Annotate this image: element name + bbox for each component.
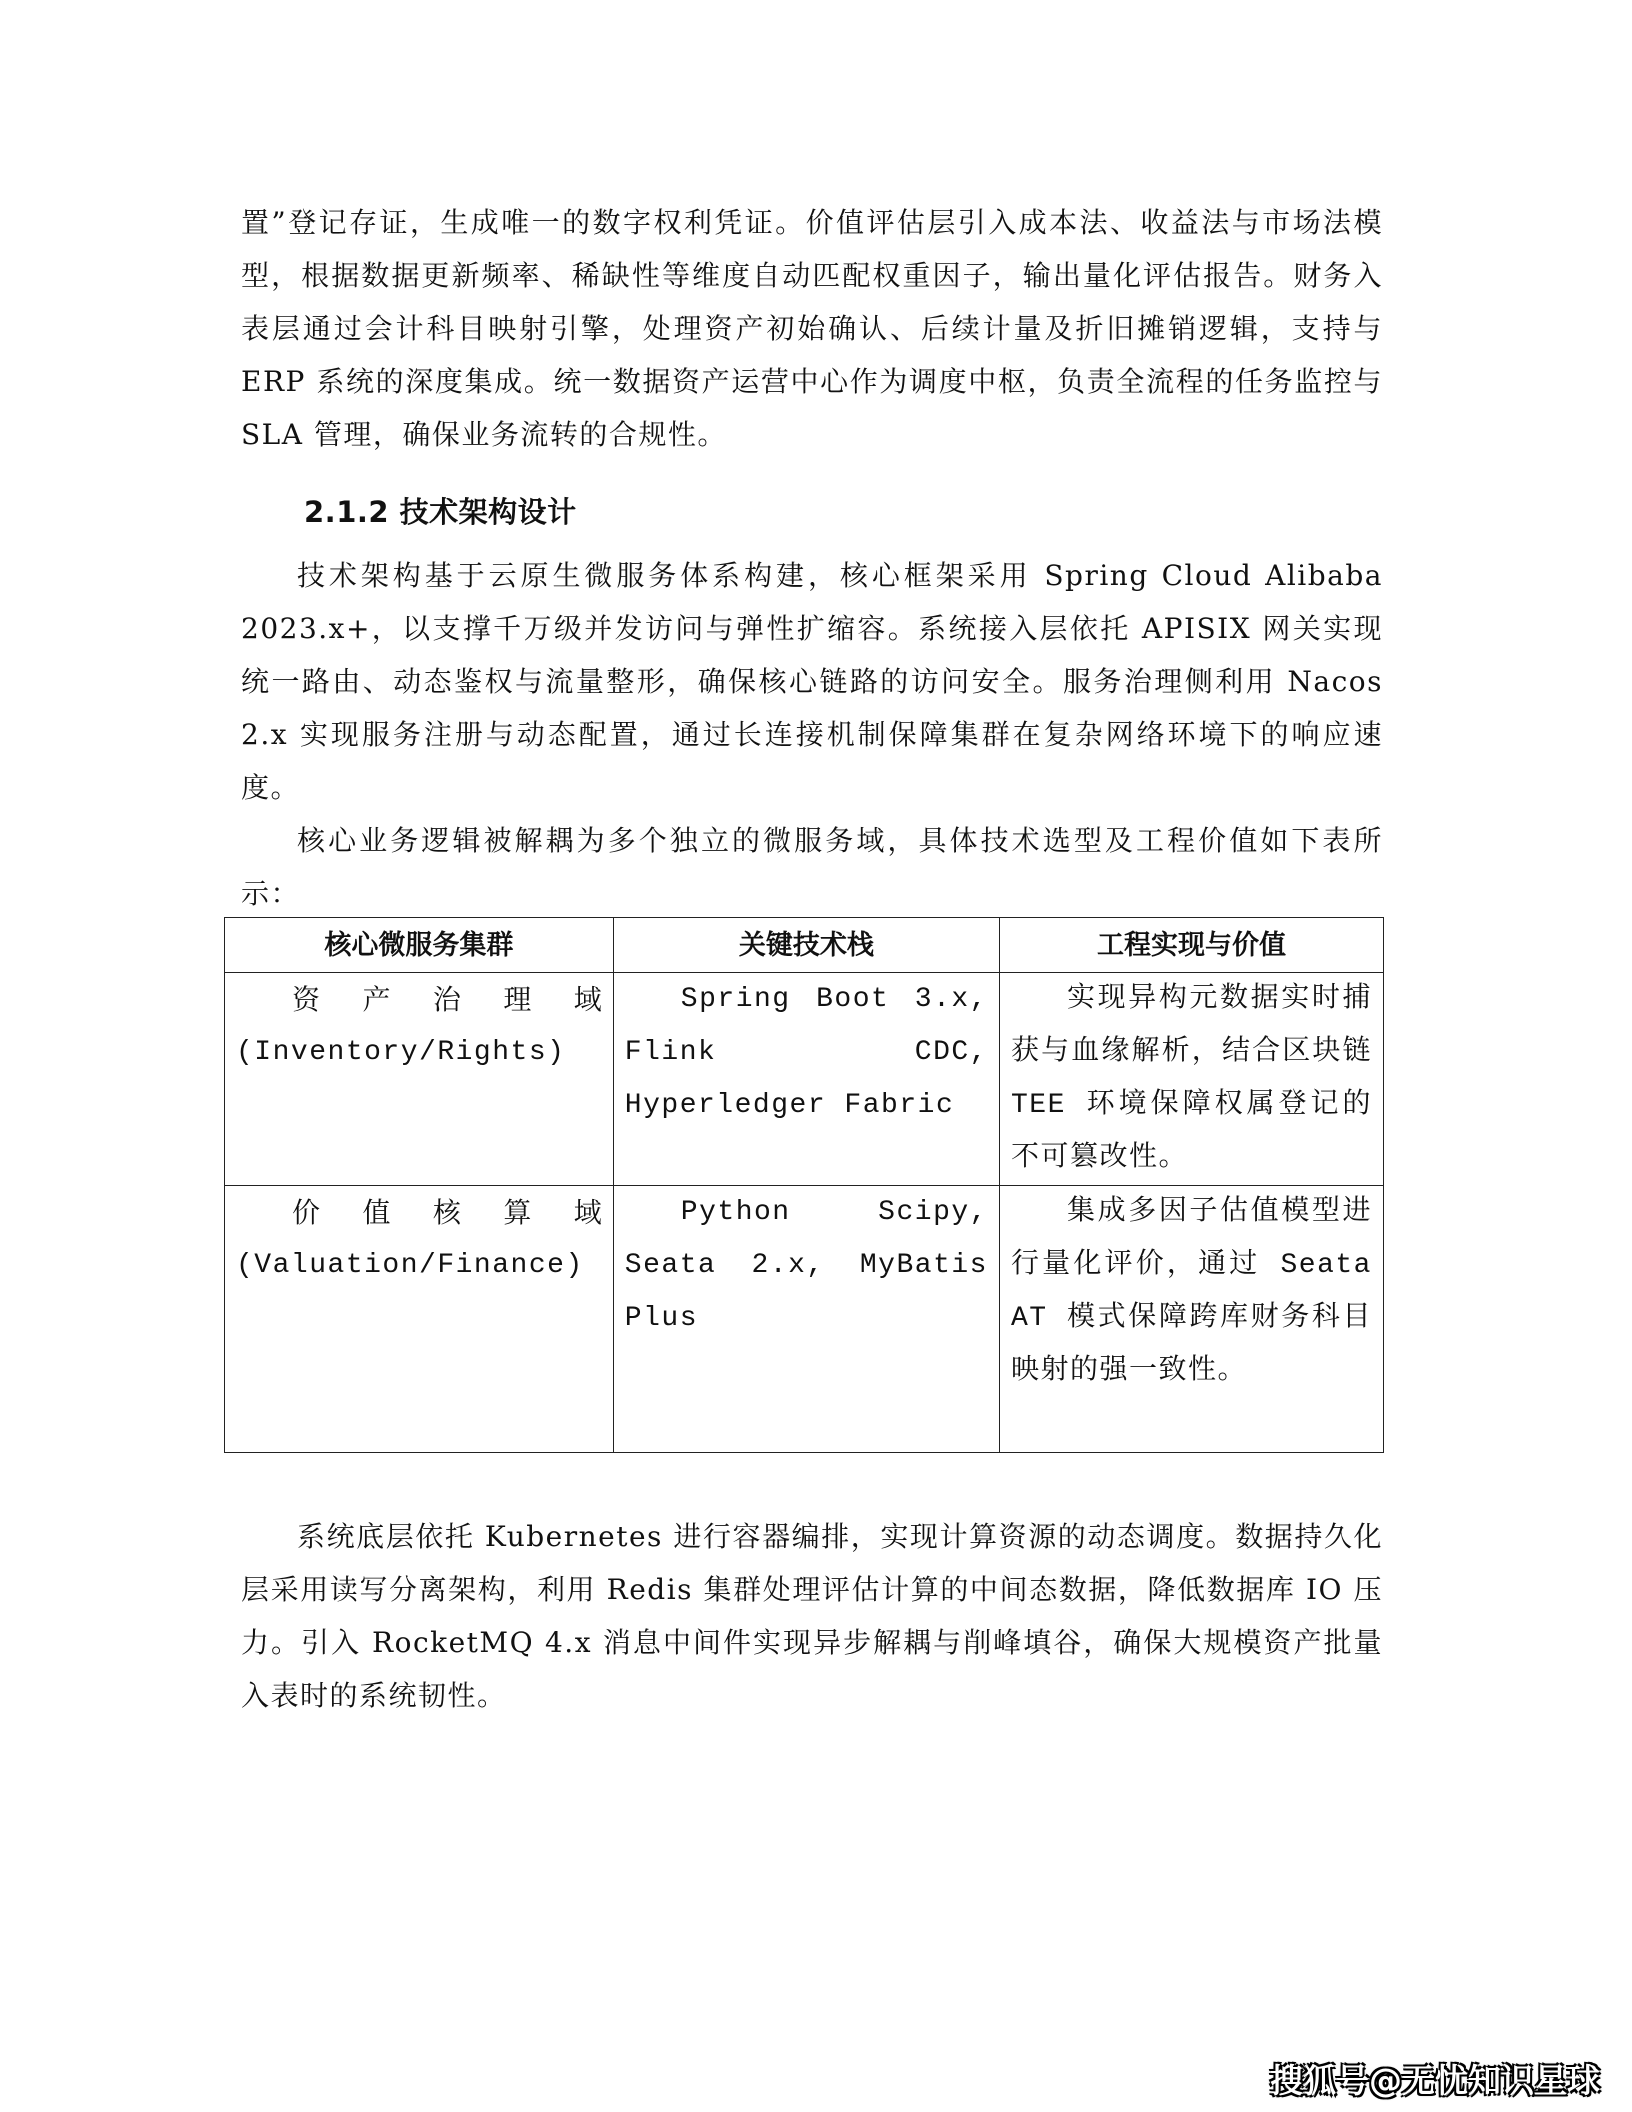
paragraph-infrastructure: 系统底层依托 Kubernetes 进行容器编排，实现计算资源的动态调度。数据持久化层采用读写分离架构，利用 Redis 集群处理评估计算的中间态数据，降低数据库 IO 压力。引入 RocketMQ 4.x 消息中间件实现异步解耦与削峰填谷，确保大规模资产批量入表时的系统韧性。 — [241, 1520, 1383, 1712]
paragraph-tech-architecture: 技术架构基于云原生微服务体系构建，核心框架采用 Spring Cloud Alibaba 2023.x+，以支撑千万级并发访问与弹性扩缩容。系统接入层依托 APISIX 网关实现统一路由、动态鉴权与流量整形，确保核心链路的访问安全。服务治理侧利用 Nacos 2.x 实现服务注册与动态配置，通过长连接机制保障集群在复杂网络环境下的响应速度。 — [241, 559, 1383, 804]
cluster-name-en: (Inventory/Rights) — [236, 1037, 566, 1068]
cluster-name-en: (Valuation/Finance) — [236, 1250, 584, 1281]
paragraph-table-intro: 核心业务逻辑被解耦为多个独立的微服务域，具体技术选型及工程价值如下表所示： — [241, 824, 1383, 910]
section-heading: 2.1.2 技术架构设计 — [304, 495, 577, 529]
header-value: 工程实现与价值 — [999, 918, 1383, 973]
cell-cluster — [225, 1186, 614, 1453]
cell-value: 集成多因子估值模型进行量化评价，通过 Seata AT 模式保障跨库财务科目映射的强一致性。 — [999, 1186, 1383, 1453]
watermark: 搜狐号@无忧知识星球 — [1270, 2061, 1600, 2100]
table-row — [225, 1186, 1384, 1453]
cell-cluster — [225, 973, 614, 1186]
header-stack: 关键技术栈 — [613, 918, 999, 973]
table-header-row — [225, 918, 1384, 973]
cell-value: 实现异构元数据实时捕获与血缘解析，结合区块链 TEE 环境保障权属登记的不可篡改性。 — [999, 973, 1383, 1186]
cell-stack: Spring Boot 3.x, Flink CDC, Hyperledger Fabric — [613, 973, 999, 1186]
cluster-name-cn: 价值核算域 — [292, 1196, 602, 1229]
microservice-table — [224, 917, 1384, 1453]
header-cluster: 核心微服务集群 — [225, 918, 614, 973]
table-row — [225, 973, 1384, 1186]
paragraph-platform-layers: 置”登记存证，生成唯一的数字权利凭证。价值评估层引入成本法、收益法与市场法模型，根据数据更新频率、稀缺性等维度自动匹配权重因子，输出量化评估报告。财务入表层通过会计科目映射引擎，处理资产初始确认、后续计量及折旧摊销逻辑，支持与 ERP 系统的深度集成。统一数据资产运营中心作为调度中枢，负责全流程的任务监控与 SLA 管理，确保业务流转的合规性。 — [241, 206, 1383, 451]
cluster-name-cn: 资产治理域 — [292, 983, 602, 1016]
cell-stack: Python Scipy, Seata 2.x, MyBatis Plus — [613, 1186, 999, 1453]
